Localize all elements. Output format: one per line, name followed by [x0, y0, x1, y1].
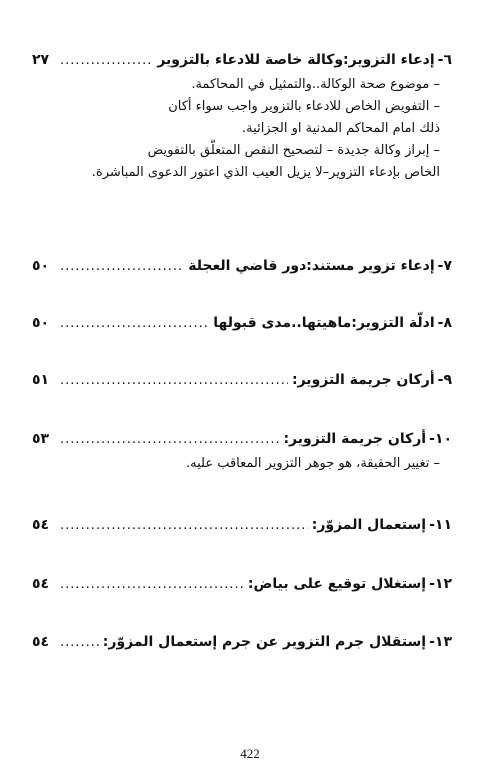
entry-page: ٢٧: [32, 52, 50, 68]
dot-leader: [60, 577, 244, 592]
entry-title: ادلّة التزوير:ماهيتها..مدى قبولها: [213, 315, 435, 331]
toc-entry-12: [32, 576, 452, 592]
subtopic-line: – التفويض الخاص للادعاء بالتزوير واجب سواء أكان: [168, 99, 440, 114]
toc-entry-8: [32, 315, 452, 331]
dot-leader: [60, 432, 279, 447]
entry-title: أركان جريمة التزوير:: [283, 431, 427, 447]
dot-leader: [60, 316, 209, 331]
entry-number: ٧-: [437, 258, 452, 274]
entry-subtopics: [32, 74, 452, 184]
toc-entry-11: [32, 517, 452, 533]
toc-entry-10: [32, 431, 452, 475]
entry-number: ٩-: [437, 372, 452, 388]
entry-number: ١١-: [429, 517, 452, 533]
dot-leader: [60, 373, 288, 388]
subtopic-line: الخاص بإدعاء التزوير–لا يزيل العيب الذي اعتور الدعوى المباشرة.: [91, 165, 440, 180]
toc-entry-6: [32, 52, 452, 184]
toc-heading: [32, 634, 452, 650]
entry-title: إدعاء تزوير مستند:دور قاضي العجلة: [188, 258, 435, 274]
dot-leader: [60, 259, 184, 274]
entry-number: ٦-: [437, 52, 452, 68]
entry-title: إستعمال المزوّر:: [311, 517, 427, 533]
entry-page: ٥٤: [32, 634, 50, 650]
entry-number: ٨-: [437, 315, 452, 331]
page-number-footer: 422: [240, 746, 260, 761]
subtopic-line: – موضوع صحة الوكالة..والتمثيل في المحاكمة.: [191, 77, 440, 92]
entry-title: إستقلال جرم التزوير عن جرم إستعمال المزوّر:: [102, 634, 427, 650]
entry-page: ٥٤: [32, 576, 50, 592]
entry-number: ١٣-: [429, 634, 452, 650]
subtopic-line: – إبراز وكالة جديدة – لتصحيح النقص المتعلّق بالتفويض: [147, 143, 440, 158]
entry-page: ٥١: [32, 372, 50, 388]
entry-page: ٥٤: [32, 517, 50, 533]
entry-title: إدعاء التزوير:وكالة خاصة للادعاء بالتزوير: [157, 52, 435, 68]
entry-title: أركان جريمة التزوير:: [292, 372, 435, 388]
toc-entry-7: [32, 258, 452, 274]
entry-page: ٥٠: [32, 258, 50, 274]
subtopic-line: – تغيير الحقيقة، هو جوهر التزوير المعاقب عليه.: [185, 456, 440, 471]
dot-leader: [60, 53, 153, 68]
dot-leader: [60, 635, 99, 650]
toc-entry-9: [32, 372, 452, 388]
entry-subtopics: [32, 453, 452, 475]
toc-heading: [32, 52, 452, 68]
entry-page: ٥٣: [32, 431, 50, 447]
entry-title: إستغلال توقيع على بياض:: [247, 576, 427, 592]
toc-heading: [32, 372, 452, 388]
dot-leader: [60, 518, 308, 533]
toc-heading: [32, 517, 452, 533]
toc-heading: [32, 576, 452, 592]
toc-heading: [32, 258, 452, 274]
entry-page: ٥٠: [32, 315, 50, 331]
entry-number: ١٢-: [429, 576, 452, 592]
toc-heading: [32, 315, 452, 331]
toc-entry-13: [32, 634, 452, 650]
subtopic-line: ذلك امام المحاكم المدنية او الجزائية.: [242, 121, 440, 136]
entry-number: ١٠-: [429, 431, 452, 447]
toc-heading: [32, 431, 452, 447]
